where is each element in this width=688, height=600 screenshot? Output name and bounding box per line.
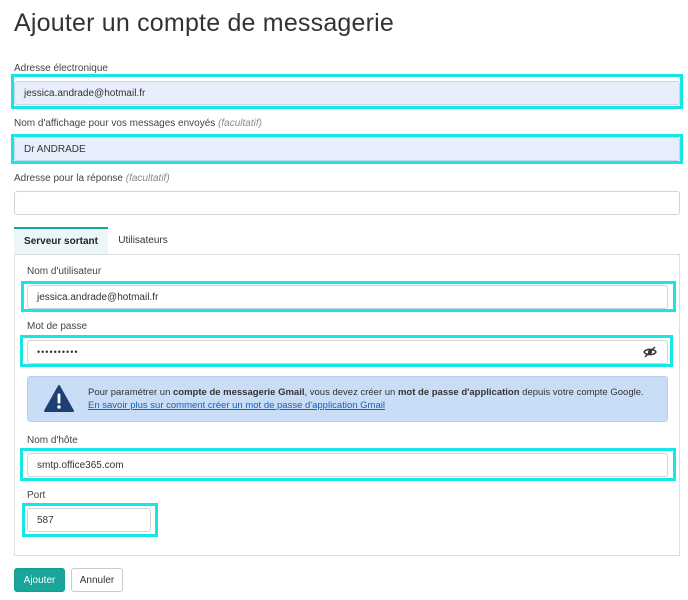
password-label: Mot de passe <box>27 321 88 332</box>
display-name-optional: (facultatif) <box>218 118 262 129</box>
display-name-field[interactable]: Dr ANDRADE <box>14 137 680 161</box>
display-name-label <box>14 118 262 129</box>
warning-triangle-icon <box>44 385 74 413</box>
port-field[interactable]: 587 <box>27 508 151 532</box>
alert-text-3: depuis votre compte Google. <box>519 387 644 398</box>
gmail-info-text <box>88 386 644 412</box>
add-button[interactable]: Ajouter <box>14 568 65 592</box>
tab-users[interactable]: Utilisateurs <box>118 235 168 246</box>
email-label: Adresse électronique <box>14 63 108 74</box>
server-tabs <box>14 227 680 254</box>
alert-bold-app-password: mot de passe d'application <box>397 387 520 398</box>
username-field[interactable]: jessica.andrade@hotmail.fr <box>27 285 668 309</box>
reply-to-label-text: Adresse pour la réponse <box>14 173 123 184</box>
email-field[interactable]: jessica.andrade@hotmail.fr <box>14 81 680 105</box>
hostname-label: Nom d'hôte <box>27 435 78 446</box>
page-title: Ajouter un compte de messagerie <box>14 9 395 37</box>
reply-to-field[interactable] <box>14 191 680 215</box>
password-value: •••••••••• <box>37 347 79 357</box>
reply-to-label <box>14 173 170 184</box>
alert-bold-gmail: compte de messagerie Gmail <box>173 387 305 398</box>
eye-slash-icon[interactable] <box>643 346 657 358</box>
alert-text-2: , vous devez créer un <box>304 387 398 398</box>
reply-to-optional: (facultatif) <box>125 173 170 184</box>
username-label: Nom d'utilisateur <box>27 266 102 277</box>
cancel-button[interactable]: Annuler <box>71 568 123 592</box>
hostname-field[interactable]: smtp.office365.com <box>27 453 668 477</box>
display-name-label-text: Nom d'affichage pour vos messages envoyés <box>14 118 216 129</box>
password-field[interactable] <box>27 340 668 364</box>
gmail-help-link[interactable]: En savoir plus sur comment créer un mot de passe d'application Gmail <box>88 400 385 411</box>
alert-text-1: Pour paramétrer un <box>88 387 174 398</box>
port-label: Port <box>27 490 46 501</box>
tab-outgoing-server[interactable]: Serveur sortant <box>14 227 108 254</box>
gmail-info-alert <box>27 376 668 422</box>
